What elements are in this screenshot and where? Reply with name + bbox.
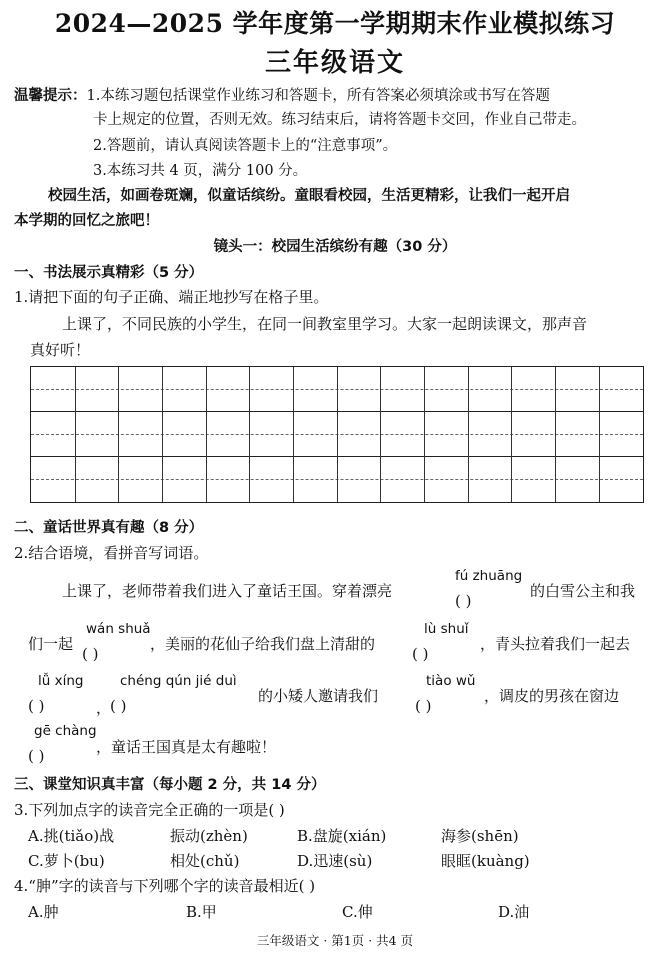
q3-option-d2: 眼眶(kuàng): [441, 852, 530, 870]
q2-line1-after: 的白雪公主和我: [530, 582, 636, 600]
pinyin-gechang: gē chàng: [34, 723, 97, 739]
q3-option-c2: 相处(chǔ): [170, 852, 240, 870]
blank-lushui[interactable]: ( ): [412, 645, 429, 663]
page-title: 2024—2025 学年度第一学期期末作业模拟练习: [54, 9, 616, 38]
q2-line4-end: ，童话王国真是太有趣啦！: [96, 738, 277, 756]
q2-line3-end: ，调皮的男孩在窗边: [484, 687, 620, 705]
intro-line1: 校园生活，如画卷斑斓，似童话缤纷。童眼看校园，生活更精彩，让我们一起开启: [48, 187, 570, 204]
notice-block: [14, 84, 550, 105]
intro-line2: 本学期的回忆之旅吧！: [14, 212, 159, 229]
part2-heading: 二、童话世界真有趣（8 分）: [14, 520, 204, 536]
blank-wanshua[interactable]: ( ): [82, 645, 99, 663]
q4-option-d[interactable]: D.油: [498, 903, 530, 921]
q2-line3-mid: 的小矮人邀请我们: [258, 687, 379, 705]
pinyin-wanshua: wán shuǎ: [86, 621, 151, 637]
pinyin-chengqunjiedui: chéng qún jié duì: [120, 673, 237, 689]
q2-line2-end: ，青头拉着我们一起去: [480, 635, 631, 653]
q2-text: 2.结合语境，看拼音写词语。: [14, 544, 209, 562]
pinyin-lushui: lù shuǐ: [424, 621, 469, 637]
pinyin-fuzhuang: fú zhuāng: [455, 568, 523, 584]
pinyin-lvxing: lǚ xíng: [38, 673, 84, 689]
q2-comma: ，: [96, 699, 112, 717]
scene1-title: 镜头一：校园生活缤纷有趣（30 分）: [213, 239, 457, 255]
q3-option-c1[interactable]: C.萝卜(bu): [28, 852, 105, 870]
q1-text: 1.请把下面的句子正确、端正地抄写在格子里。: [14, 288, 329, 306]
q4-option-a[interactable]: A.肿: [28, 903, 59, 921]
writing-grid[interactable]: [30, 366, 644, 503]
q3-text: 3.下列加点字的读音完全正确的一项是( ): [14, 801, 285, 819]
blank-fuzhuang[interactable]: ( ): [455, 592, 472, 610]
q3-option-a1[interactable]: A.挑(tiǎo)战: [28, 827, 115, 845]
part3-heading: 三、课堂知识真丰富（每小题 2 分，共 14 分）: [14, 777, 326, 793]
blank-chengqunjiedui[interactable]: ( ): [110, 697, 127, 715]
q4-option-c[interactable]: C.伸: [342, 903, 373, 921]
notice-item2: 2.答题前，请认真阅读答题卡上的“注意事项”。: [93, 138, 398, 154]
q3-option-b2: 海参(shēn): [441, 827, 519, 845]
notice-label: 温馨提示：: [14, 88, 87, 104]
notice-item1a: 1.本练习题包括课堂作业练习和答题卡，所有答案必须填涂或书写在答题: [86, 88, 550, 104]
q3-option-a2: 振动(zhèn): [170, 827, 248, 845]
passage-line1: 上课了，不同民族的小学生，在同一间教室里学习。大家一起朗读课文，那声音: [62, 315, 588, 333]
pinyin-tiaowu: tiào wǔ: [426, 673, 476, 689]
page-subtitle: 三年级语文: [264, 48, 405, 78]
q3-option-b1[interactable]: B.盘旋(xián): [297, 827, 387, 845]
part1-heading: 一、书法展示真精彩（5 分）: [14, 265, 204, 281]
blank-gechang[interactable]: ( ): [28, 747, 45, 765]
q2-line1-text: 上课了，老师带着我们进入了童话王国。穿着漂亮: [62, 582, 393, 600]
q4-option-b[interactable]: B.甲: [186, 903, 217, 921]
blank-lvxing[interactable]: ( ): [28, 697, 45, 715]
blank-tiaowu[interactable]: ( ): [415, 697, 432, 715]
q4-text: 4.“胂”字的读音与下列哪个字的读音最相近( ): [14, 877, 316, 895]
q2-line2-start: 们一起: [28, 635, 74, 653]
passage-line2: 真好听！: [30, 341, 91, 359]
notice-item3: 3.本练习共 4 页，满分 100 分。: [93, 163, 308, 179]
q2-line2-mid: ，美丽的花仙子给我们盘上清甜的: [150, 635, 376, 653]
q3-option-d1[interactable]: D.迅速(sù): [297, 852, 373, 870]
notice-item1b: 卡上规定的位置，否则无效。练习结束后，请将答题卡交回，作业自己带走。: [93, 112, 586, 128]
page-footer: 三年级语文 · 第1页 · 共4 页: [256, 933, 414, 948]
